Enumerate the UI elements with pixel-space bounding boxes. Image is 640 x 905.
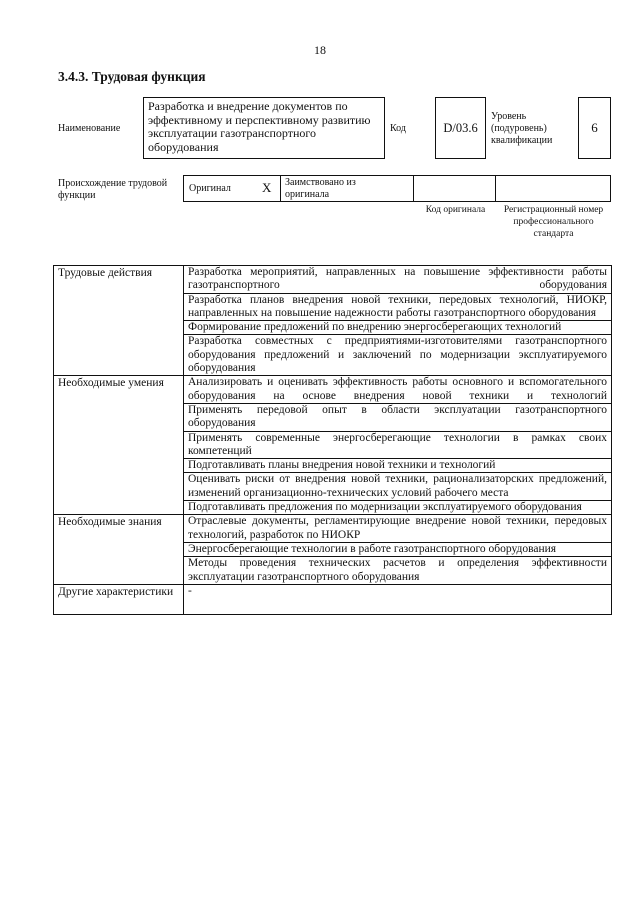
table-cell: Применять передовой опыт в области эксплуатации газотранспортного оборудования [184,403,612,431]
code-original-caption: Код оригинала [425,205,486,215]
table-cell: Энергосберегающие технологии в работе газотранспортного оборудования [184,542,612,556]
row-label: Необходимые знания [54,515,184,584]
row-label: Необходимые умения [54,376,184,515]
code-box [435,97,486,159]
table-row [54,266,612,294]
code-value: D/03.6 [443,120,478,135]
origin-divider [280,176,281,201]
table-cell: - [184,584,612,614]
table-cell: Разработка мероприятий, направленных на повышение эффективности работы газотранспортного оборудования [184,266,612,294]
table-row [54,376,612,404]
function-name-box [143,97,385,159]
table-cell: Формирование предложений по внедрению энергосберегающих технологий [184,321,612,335]
table-cell: Анализировать и оценивать эффективность работы основного и вспомогательного оборудования на основе внедрения новой техники и технологий [184,376,612,404]
name-label: Наименование [58,123,121,134]
reg-number-caption: Регистрационный номер профессионального стандарта [503,205,604,239]
table-cell: Оценивать риски от внедрения новой техники, рационализаторских предложений, изменений организационно-технических условий рабочего места [184,473,612,501]
original-mark: X [262,180,272,195]
level-value: 6 [591,120,598,135]
table-cell: Разработка планов внедрения новой техники, передовых технологий, НИОКР, направленных на повышение надежности работы газотранспортного оборудования [184,293,612,321]
origin-divider [495,176,496,201]
code-label: Код [390,123,406,134]
borrowed-label: Заимствовано из оригинала [285,177,356,200]
table-cell: Отраслевые документы, регламентирующие внедрение новой техники, передовых технологий, разработок по НИОКР [184,515,612,543]
table-cell: Методы проведения технических расчетов и определения эффективности эксплуатации газотранспортного оборудования [184,557,612,585]
origin-divider [413,176,414,201]
section-title: 3.4.3. Трудовая функция [58,69,206,84]
function-name-value: Разработка и внедрение документов по эффективному и перспективному развитию эксплуатации газотранспортного оборудования [148,99,371,154]
function-table [53,265,612,615]
table-cell: Применять современные энергосберегающие технологии в рамках своих компетенций [184,431,612,459]
level-label: Уровень (подуровень) квалификации [491,111,553,146]
table-cell: Подготавливать предложения по модернизации эксплуатируемого оборудования [184,501,612,515]
origin-label: Происхождение трудовой функции [58,178,168,201]
row-label: Другие характеристики [54,584,184,614]
table-row [54,515,612,543]
table-cell: Разработка совместных с предприятиями-изготовителями газотранспортного оборудования предложений и заключений по модернизации эксплуатируемого оборудования [184,335,612,376]
level-box [578,97,611,159]
origin-grid [183,175,611,202]
original-label: Оригинал [189,183,231,194]
row-label: Трудовые действия [54,266,184,376]
page-number: 18 [314,43,326,57]
table-cell: Подготавливать планы внедрения новой техники и технологий [184,459,612,473]
table-row [54,584,612,614]
